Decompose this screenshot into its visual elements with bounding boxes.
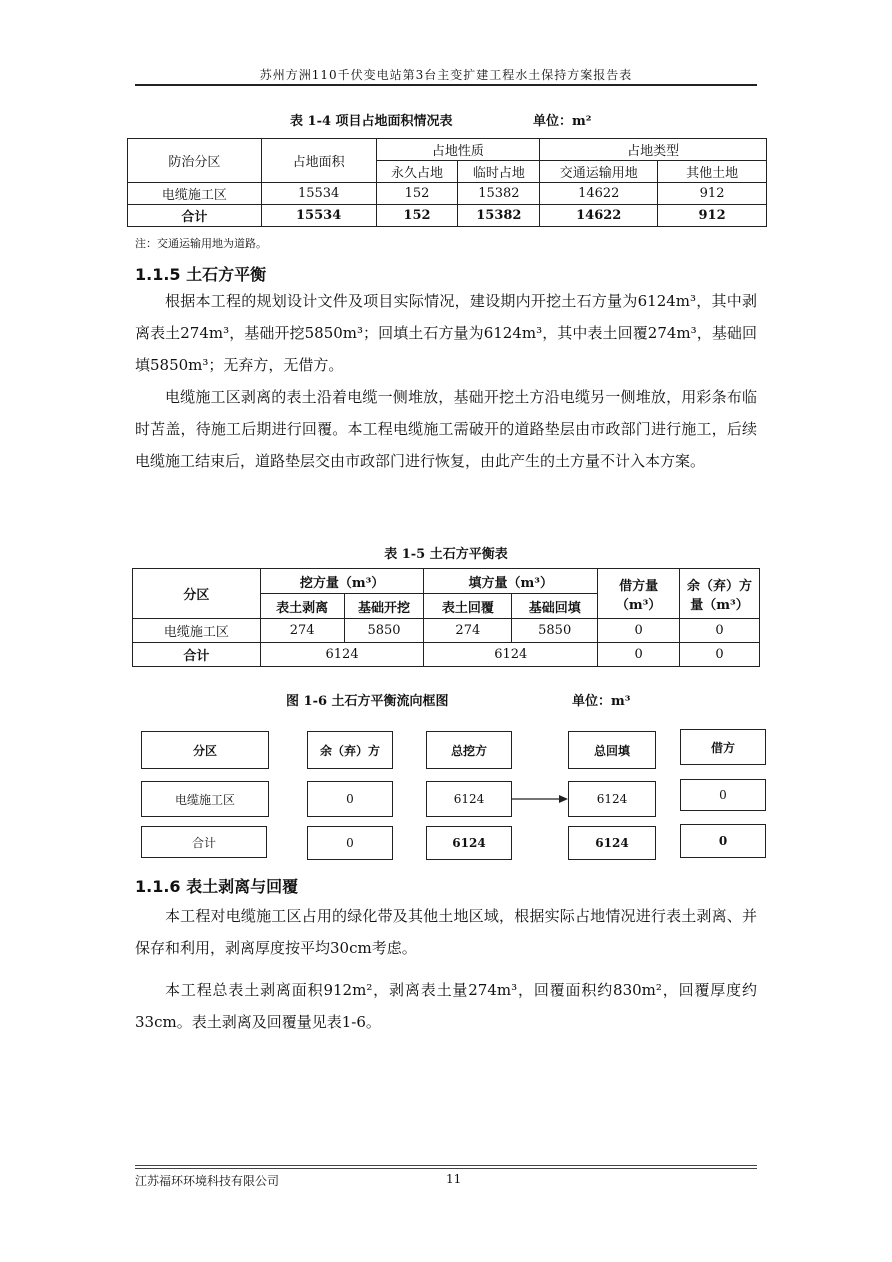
running-header: 苏州方洲110千伏变电站第3台主变扩建工程水土保持方案报告表 [259,68,633,82]
col-borrow-line2: （m³） [615,597,662,613]
cell: 15382 [458,183,540,205]
section-1-1-5-heading: 1.1.5 土石方平衡 [135,265,267,284]
flow-box-zone: 分区 [141,731,269,769]
cell: 15534 [261,205,376,227]
cell: 合计 [133,643,261,667]
footer-rule [135,1168,757,1169]
footer-company: 江苏福环环境科技有限公司 [135,1174,280,1188]
table-row [133,619,760,643]
col-perm: 永久占地 [376,161,458,183]
cell: 912 [658,183,767,205]
section-1-1-6-body [135,900,757,1038]
cell: 电缆施工区 [128,183,262,205]
cell: 274 [260,619,344,643]
cell: 6124 [260,643,424,667]
table-row [128,183,767,205]
flow-box-cable-dig: 6124 [426,781,512,817]
cell: 15534 [261,183,376,205]
cell: 14622 [540,205,658,227]
cell: 5850 [344,619,424,643]
paragraph: 根据本工程的规划设计文件及项目实际情况，建设期内开挖土石方量为6124m³，其中剥离表土274m³，基础开挖5850m³；回填土石方量为6124m³，其中表土回覆274m³，基础回填5850m³；无弃方，无借方。 [135,292,757,374]
table-1-4-note: 注：交通运输用地为道路。 [135,237,267,250]
col-borrow-line1: 借方量 [619,578,659,594]
col-surplus-line2: 量（m³） [690,597,749,613]
flow-box-cable-zone: 电缆施工区 [141,781,269,817]
cell: 0 [598,619,680,643]
flow-box-borrow: 借方 [680,729,766,765]
col-zone: 防治分区 [128,139,262,183]
flow-box-total-surplus: 0 [307,826,393,860]
col-found-fill: 基础回填 [512,594,598,619]
flow-box-cable-surplus: 0 [307,781,393,817]
col-other: 其他土地 [658,161,767,183]
col-road: 交通运输用地 [540,161,658,183]
section-1-1-6-heading: 1.1.6 表土剥离与回覆 [135,877,299,896]
figure-1-6-unit: 单位：m³ [572,694,631,709]
paragraph: 本工程总表土剥离面积912m²，剥离表土量274m³，回覆面积约830m²，回覆厚度约33cm。表土剥离及回覆量见表1-6。 [135,981,757,1031]
table-1-5-caption: 表 1-5 土石方平衡表 [384,547,508,562]
paragraph: 电缆施工区剥离的表土沿着电缆一侧堆放，基础开挖土方沿电缆另一侧堆放，用彩条布临时苫盖，待施工后期进行回覆。本工程电缆施工需破开的道路垫层由市政部门进行施工，后续电缆施工结束后，道路垫层交由市政部门进行恢复，由此产生的土方量不计入本方案。 [135,388,757,470]
flow-box-total-zone: 合计 [141,826,267,858]
cell: 0 [680,619,760,643]
cell: 152 [376,183,458,205]
cell: 15382 [458,205,540,227]
table-row-total [133,643,760,667]
flow-box-total-borrow: 0 [680,824,766,858]
col-temp: 临时占地 [458,161,540,183]
table-1-5 [132,568,760,667]
flow-arrow-icon [510,792,570,808]
flow-box-total-fill: 总回填 [568,731,656,769]
header-rule [135,84,757,86]
paragraph: 本工程对电缆施工区占用的绿化带及其他土地区域，根据实际占地情况进行表土剥离、并保存和利用，剥离厚度按平均30cm考虑。 [135,907,757,957]
cell: 电缆施工区 [133,619,261,643]
col-borrow [598,569,680,619]
flow-box-cable-fill: 6124 [568,781,656,817]
col-zone: 分区 [133,569,261,619]
flow-box-total-dig-sum: 6124 [426,826,512,860]
col-fill: 填方量（m³） [424,569,598,594]
flow-box-surplus: 余（弃）方 [307,731,393,769]
col-found-dig: 基础开挖 [344,594,424,619]
cell: 合计 [128,205,262,227]
cell: 0 [598,643,680,667]
table-1-4 [127,138,767,227]
cell: 0 [680,643,760,667]
footer-rule [135,1165,757,1166]
table-row-total [128,205,767,227]
cell: 6124 [424,643,598,667]
section-1-1-5-body [135,285,757,477]
flow-box-total-dig: 总挖方 [426,731,512,769]
cell: 14622 [540,183,658,205]
page-number: 11 [446,1172,462,1186]
table-1-4-caption: 表 1-4 项目占地面积情况表 [290,114,453,129]
cell: 274 [424,619,512,643]
figure-1-6-caption: 图 1-6 土石方平衡流向框图 [286,694,449,709]
flow-box-cable-borrow: 0 [680,779,766,811]
col-type: 占地类型 [540,139,767,161]
cell: 912 [658,205,767,227]
col-surplus [680,569,760,619]
col-surplus-line1: 余（弃）方 [687,578,753,594]
table-1-4-unit: 单位：m² [533,114,592,129]
cell: 5850 [512,619,598,643]
col-strip: 表土剥离 [260,594,344,619]
col-dig: 挖方量（m³） [260,569,424,594]
cell: 152 [376,205,458,227]
col-cover: 表土回覆 [424,594,512,619]
col-area: 占地面积 [261,139,376,183]
flow-box-total-fill-sum: 6124 [568,826,656,860]
col-nature: 占地性质 [376,139,540,161]
